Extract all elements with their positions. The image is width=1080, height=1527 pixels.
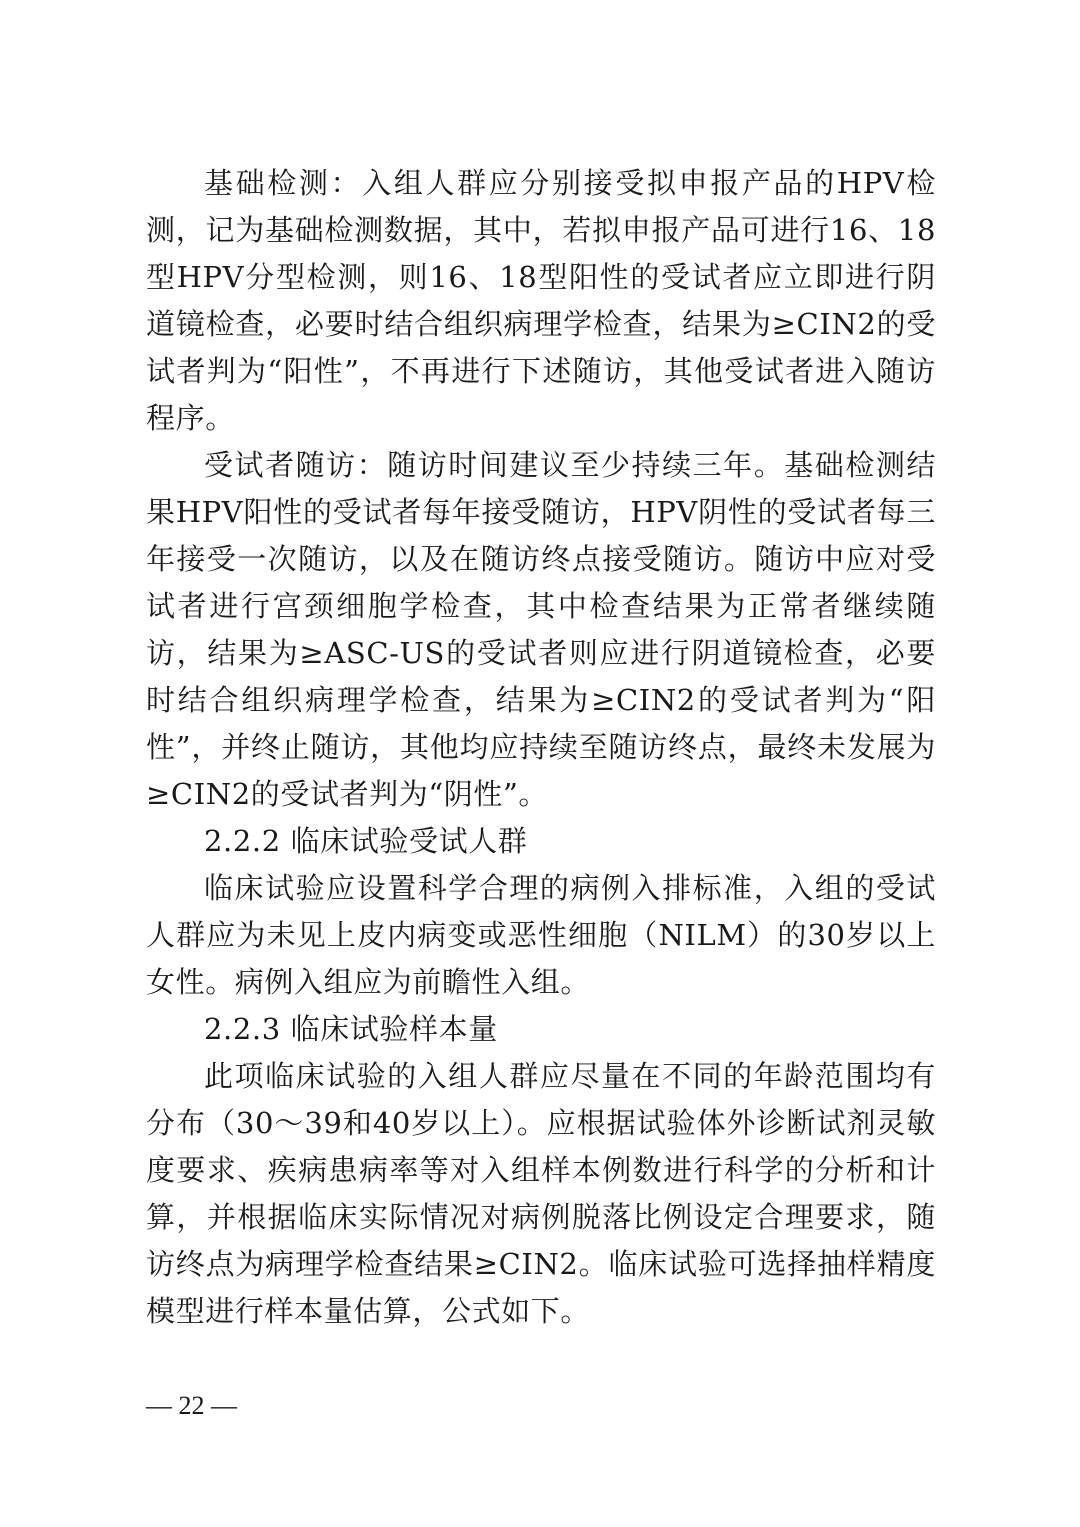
paragraph-sample-size: 此项临床试验的入组人群应尽量在不同的年龄范围均有分布（30～39和40岁以上）。应根据试验体外诊断试剂灵敏度要求、疾病患病率等对入组样本例数进行科学的分析和计算，并根据临床实际情况对病例脱落比例设定合理要求，随访终点为病理学检查结果≥CIN2。临床试验可选择抽样精度模型进行样本量估算，公式如下。 <box>146 1059 936 1328</box>
paragraph-baseline-testing: 基础检测：入组人群应分别接受拟申报产品的HPV检测，记为基础检测数据，其中，若拟申报产品可进行16、18型HPV分型检测，则16、18型阳性的受试者应立即进行阴道镜检查，必要时结合组织病理学检查，结果为≥CIN2的受试者判为“阳性”，不再进行下述随访，其他受试者进入随访程序。 <box>146 166 936 435</box>
paragraph-subject-follow-up: 受试者随访：随访时间建议至少持续三年。基础检测结果HPV阳性的受试者每年接受随访，HPV阴性的受试者每三年接受一次随访，以及在随访终点接受随访。随访中应对受试者进行宫颈细胞学检查，其中检查结果为正常者继续随访，结果为≥ASC-US的受试者则应进行阴道镜检查，必要时结合组织病理学检查，结果为≥CIN2的受试者判为“阳性”，并终止随访，其他均应持续至随访终点，最终未发展为≥CIN2的受试者判为“阴性”。 <box>146 448 936 811</box>
paragraph-subject-population: 临床试验应设置科学合理的病例入排标准，入组的受试人群应为未见上皮内病变或恶性细胞（NILM）的30岁以上女性。病例入组应为前瞻性入组。 <box>146 871 936 999</box>
section-heading-2-2-3: 2.2.3 临床试验样本量 <box>204 1012 498 1046</box>
section-heading-2-2-2: 2.2.2 临床试验受试人群 <box>204 824 528 858</box>
document-body <box>146 160 936 1335</box>
page-number: — 22 — <box>146 1391 237 1420</box>
